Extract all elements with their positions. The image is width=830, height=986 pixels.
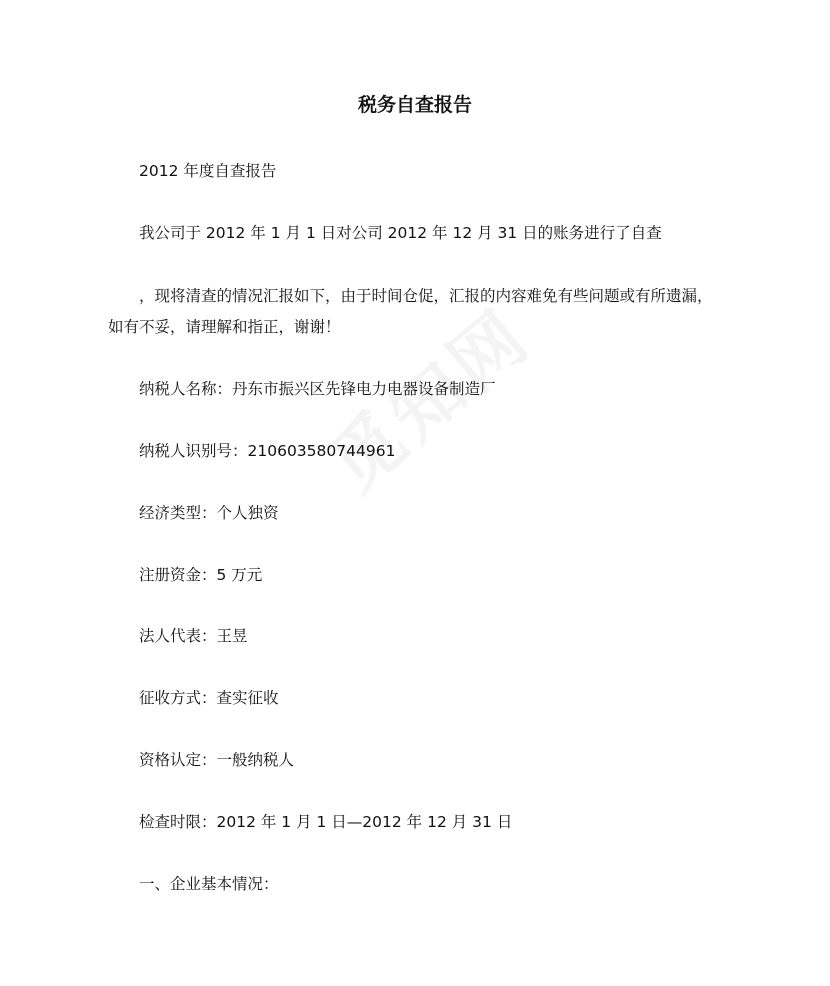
inspection-period: 检查时限：2012 年 1 月 1 日—2012 年 12 月 31 日 bbox=[139, 813, 513, 831]
legal-representative: 法人代表：王昱 bbox=[139, 627, 248, 645]
paragraph-year-report: 2012 年度自查报告 bbox=[139, 162, 277, 180]
collection-method: 征收方式：查实征收 bbox=[139, 689, 279, 707]
registered-capital: 注册资金：5 万元 bbox=[139, 566, 263, 584]
paragraph-intro: 我公司于 2012 年 1 月 1 日对公司 2012 年 12 月 31 日的账务进行了自查 bbox=[139, 224, 662, 242]
document-title: 税务自查报告 bbox=[357, 94, 472, 116]
section-heading-basic-info: 一、企业基本情况： bbox=[139, 875, 279, 893]
taxpayer-id: 纳税人识别号：210603580744961 bbox=[139, 442, 396, 460]
paragraph-apology: ，现将清查的情况汇报如下，由于时间仓促，汇报的内容难免有些问题或有所遗漏，如有不妥，请理解和指正，谢谢！ bbox=[108, 287, 713, 336]
taxpayer-name: 纳税人名称：丹东市振兴区先锋电力电器设备制造厂 bbox=[139, 380, 496, 398]
qualification: 资格认定：一般纳税人 bbox=[139, 751, 295, 769]
economic-type: 经济类型：个人独资 bbox=[139, 504, 279, 522]
